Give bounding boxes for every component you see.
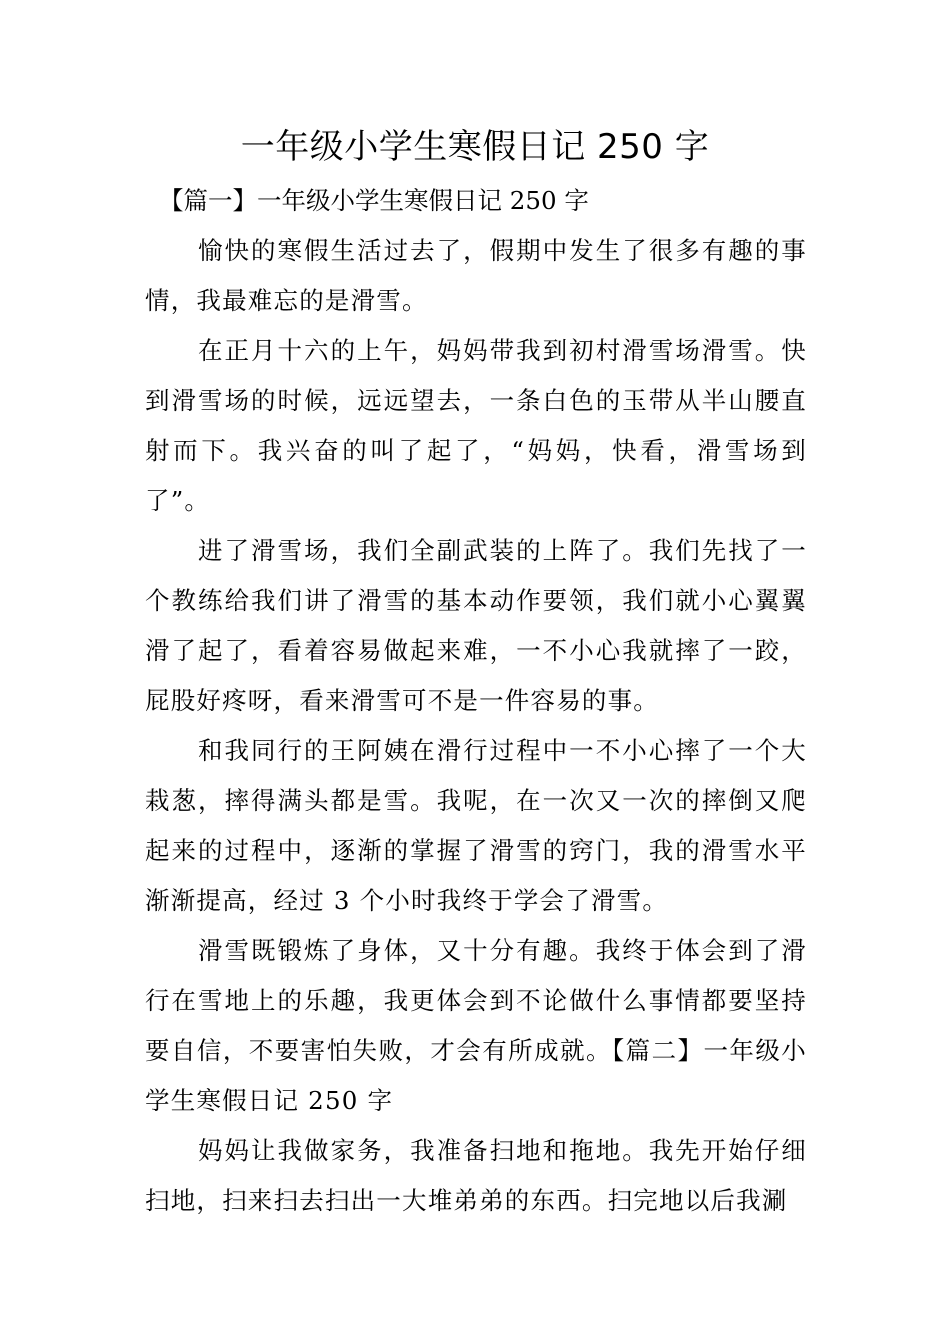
- document-title: 一年级小学生寒假日记 250 字: [240, 127, 710, 167]
- paragraph-5: 滑雪既锻炼了身体，又十分有趣。我终于体会到了滑行在雪地上的乐趣，我更体会到不论做什么事情都要坚持要自信，不要害怕失败，才会有所成就。【篇二】一年级小学生寒假日记 250 字: [145, 936, 807, 1115]
- paragraph-2: 在正月十六的上午，妈妈带我到初村滑雪场滑雪。快到滑雪场的时候，远远望去，一条白色的玉带从半山腰直射而下。我兴奋的叫了起了，“妈妈，快看，滑雪场到了”。: [145, 336, 807, 515]
- paragraph-1: 愉快的寒假生活过去了，假期中发生了很多有趣的事情，我最难忘的是滑雪。: [145, 236, 807, 315]
- paragraph-4: 和我同行的王阿姨在滑行过程中一不小心摔了一个大栽葱，摔得满头都是雪。我呢，在一次又一次的摔倒又爬起来的过程中，逐渐的掌握了滑雪的窍门，我的滑雪水平渐渐提高，经过 3 个小时我终于学会了滑雪。: [145, 736, 807, 915]
- section-label: 【篇一】一年级小学生寒假日记 250 字: [159, 186, 589, 215]
- paragraph-6: 妈妈让我做家务，我准备扫地和拖地。我先开始仔细扫地，扫来扫去扫出一大堆弟弟的东西。扫完地以后我涮: [145, 1136, 807, 1215]
- document-body: [145, 176, 807, 1226]
- paragraph-3: 进了滑雪场，我们全副武装的上阵了。我们先找了一个教练给我们讲了滑雪的基本动作要领，我们就小心翼翼滑了起了，看着容易做起来难，一不小心我就摔了一跤，屁股好疼呀，看来滑雪可不是一件容易的事。: [145, 536, 807, 715]
